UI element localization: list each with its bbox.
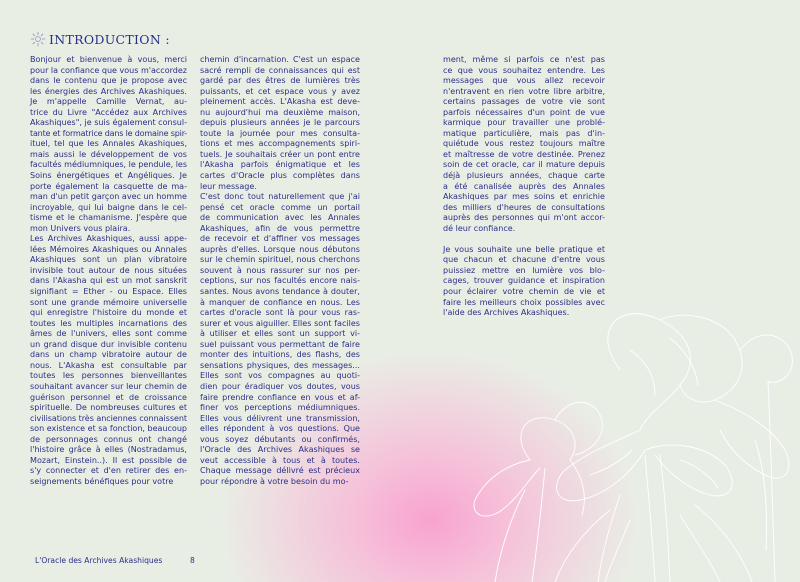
text-line: faire prendre confiance en vous et af- [200,392,360,402]
text-line: matique particulière, mais pas d'in- [443,128,605,138]
text-line: toutes les personnes bienveillantes [30,371,187,381]
text-line: s'y connecter et d'en retirer des en- [30,466,187,476]
text-line: Mozart, Einstein..). Il est possible de [30,455,187,465]
text-line: Akashiques", je suis également consul- [30,118,187,128]
text-line: cartes d'Oracle plus complètes dans [200,171,360,181]
text-line: faire les meilleurs choix possibles avec [443,297,605,307]
text-line: à utiliser et elles sont un support vi- [200,329,360,339]
text-line: dans le contenu que je propose avec [30,76,187,86]
heading-text: INTRODUCTION : [49,31,170,47]
text-line: les énergies des Archives Akashiques. [30,86,187,96]
text-line: auprès d'elles. Lorsque nous débutons [200,244,360,254]
text-line: tisme et le chamanisme. J'espère que [30,213,187,223]
text-line: Elles sont vos compagnes au quoti- [200,371,360,381]
text-line: signifiant = Ether - ou Espace. Elles [30,287,187,297]
text-line: a été canalisée auprès des Annales [443,181,605,191]
text-line: tante et formatrice dans le domaine spir- [30,128,187,138]
text-line: que chacun et chacune d'entre vous [443,255,605,265]
text-line: man d'un petit garçon avec un homme [30,192,187,202]
text-column-1 [30,55,187,487]
text-line: cages, trouver guidance et inspiration [443,276,605,286]
text-line: nous. L'Akasha est consultable par [30,360,187,370]
text-line: veut accessible à tous et à toutes. [200,455,360,465]
text-line: tuels. Je souhaitais créer un pont entre [200,149,360,159]
text-line: de recevoir et d'affiner vos messages [200,234,360,244]
text-line: tions et mes accompagnements spiri- [200,139,360,149]
text-line: dans un champ vibratoire autour de [30,350,187,360]
text-line: civilisations très anciennes connaissent [30,413,187,423]
text-line: facultés médiumniques, le pendule, les [30,160,187,170]
text-line: ment, même si parfois ce n'est pas [443,55,605,64]
text-line: ce que vous souhaitez entendre. Les [443,65,605,75]
text-line: dans l'Akasha qui est un mot sanskrit [30,276,187,286]
section-heading [30,31,170,47]
sun-ornament-icon [30,31,46,47]
text-line: parfois nécessaires d'un point de vue [443,107,605,117]
text-line: vous soyez débutants ou confirmés, [200,434,360,444]
text-line: spirituelle. De nombreuses cultures et [30,403,187,413]
text-line: suel puissant vous permettant de faire [200,339,360,349]
text-line: quiétude vous restez toujours maître [443,139,605,149]
text-line: des milliers d'heures de consultations [443,202,605,212]
text-line: qui enregistre l'histoire du monde et [30,308,187,318]
text-line: dien pour éradiquer vos doutes, vous [200,381,360,391]
text-line [443,234,605,245]
text-line: de personnages connus ont changé [30,434,187,444]
text-line: trice du Livre "Accédez aux Archives [30,107,187,117]
text-line: de communication avec les Annales [200,213,360,223]
text-line: sont une grande mémoire universelle [30,297,187,307]
text-line: Je vous souhaite une belle pratique et [443,244,605,254]
text-column-3 [443,55,605,319]
footer-title: L'Oracle des Archives Akashiques [35,556,163,565]
text-line: Bonjour et bienvenue à vous, merci [30,55,187,64]
text-line: finer vos perceptions médiumniques. [200,403,360,413]
text-column-2 [200,55,360,487]
text-line: puissiez mettre en lumière vos blo- [443,265,605,275]
text-line: l'Oracle des Archives Akashiques se [200,445,360,455]
text-line: l'histoire grâce à elles (Nostradamus, [30,445,187,455]
text-line: mon Univers vous plaira. [30,223,131,233]
text-line: Akashiques, afin de vous permettre [200,223,360,233]
text-line: pensé cet oracle comme un portail [200,202,360,212]
text-line: pleinement accès. L'Akasha est deve- [200,97,360,107]
text-line: ceptions, sur nos facultés encore nais- [200,276,360,286]
text-line: monter des intuitions, des flashs, des [200,350,360,360]
text-line: déjà plusieurs années, chaque carte [443,171,605,181]
text-line: Akashiques sont un plan vibratoire [30,255,187,265]
text-line: mais aussi le développement de vos [30,149,187,159]
text-line: l'aide des Archives Akashiques. [443,308,570,318]
text-line: depuis plusieurs années je le parcours [200,118,360,128]
page-number: 8 [190,556,195,565]
text-line: sensations physiques, des messages... [200,360,360,370]
text-line: nu aujourd'hui ma deuxième maison, [200,107,360,117]
text-line: toutes les multiples incarnations des [30,318,187,328]
text-line: Elles vous délivrent une transmission, [200,413,360,423]
text-line: âmes de l'univers, elles sont comme [30,329,187,339]
text-line: un grand disque dur invisible contenu [30,339,187,349]
text-line: gardé par des êtres de lumières très [200,76,360,86]
text-line: pour éclairer votre chemin de vie et [443,287,605,297]
text-line: C'est donc tout naturellement que j'ai [200,192,360,202]
text-line: Akashiques par mes soins et enrichie [443,192,605,202]
text-line: leur message. [200,181,257,191]
iris-flower-illustration [470,290,800,582]
text-line: auprès des personnes qui m'ont accor- [443,213,605,223]
text-line: et maîtresse de votre destinée. Prenez [443,149,605,159]
text-line: incroyable, qui lui baigne dans le cel- [30,202,187,212]
text-line: porte également la casquette de ma- [30,181,187,191]
text-line: invisible tout autour de nous situées [30,265,187,275]
text-line: pour répondre à votre besoin du mo- [200,476,349,486]
text-line: Je m'appelle Camille Vernat, au- [30,97,187,107]
text-line: puissants, et cet espace vous y avez [200,86,360,96]
text-line: surer et vous aiguiller. Elles sont faciles [200,318,360,328]
text-line: seignements bénéfiques pour votre [30,476,174,486]
text-line: dé leur confiance. [443,223,516,233]
text-line: souhaitant avancer sur leur chemin de [30,381,187,391]
text-line: n'entravent en rien votre libre arbitre, [443,86,605,96]
text-line: sur le chemin spirituel, nous cherchons [200,255,360,265]
text-line: l'Akasha parfois énigmatique et les [200,160,360,170]
text-line: Les Archives Akashiques, aussi appe- [30,234,187,244]
text-line: messages que vous allez recevoir [443,76,605,86]
text-line: à manquer de confiance en nous. Les [200,297,360,307]
text-line: soin de cet oracle, car il mature depuis [443,160,605,170]
text-line: guérison personnel et de croissance [30,392,187,402]
text-line: lées Mémoires Akashiques ou Annales [30,244,187,254]
text-line: elles répondent à vos questions. Que [200,424,360,434]
text-line: son existence et sa fonction, beaucoup [30,424,187,434]
text-line: toute la journée pour mes consulta- [200,128,360,138]
text-line: santes. Nous avons tendance à douter, [200,287,360,297]
text-line: Soins énergétiques et Angéliques. Je [30,171,187,181]
text-line: pour la confiance que vous m'accordez [30,65,187,75]
text-line: karmique pour travailler une problé- [443,118,605,128]
text-line: certains passages de votre vie sont [443,97,605,107]
text-line: ituel, tel que les Annales Akashiques, [30,139,187,149]
text-line: souvent à nous rassurer sur nos per- [200,265,360,275]
text-line: sacré rempli de connaissances qui est [200,65,360,75]
text-line: Chaque message délivré est précieux [200,466,360,476]
text-line: chemin d'incarnation. C'est un espace [200,55,360,64]
text-line: cartes d'oracle sont là pour vous ras- [200,308,360,318]
